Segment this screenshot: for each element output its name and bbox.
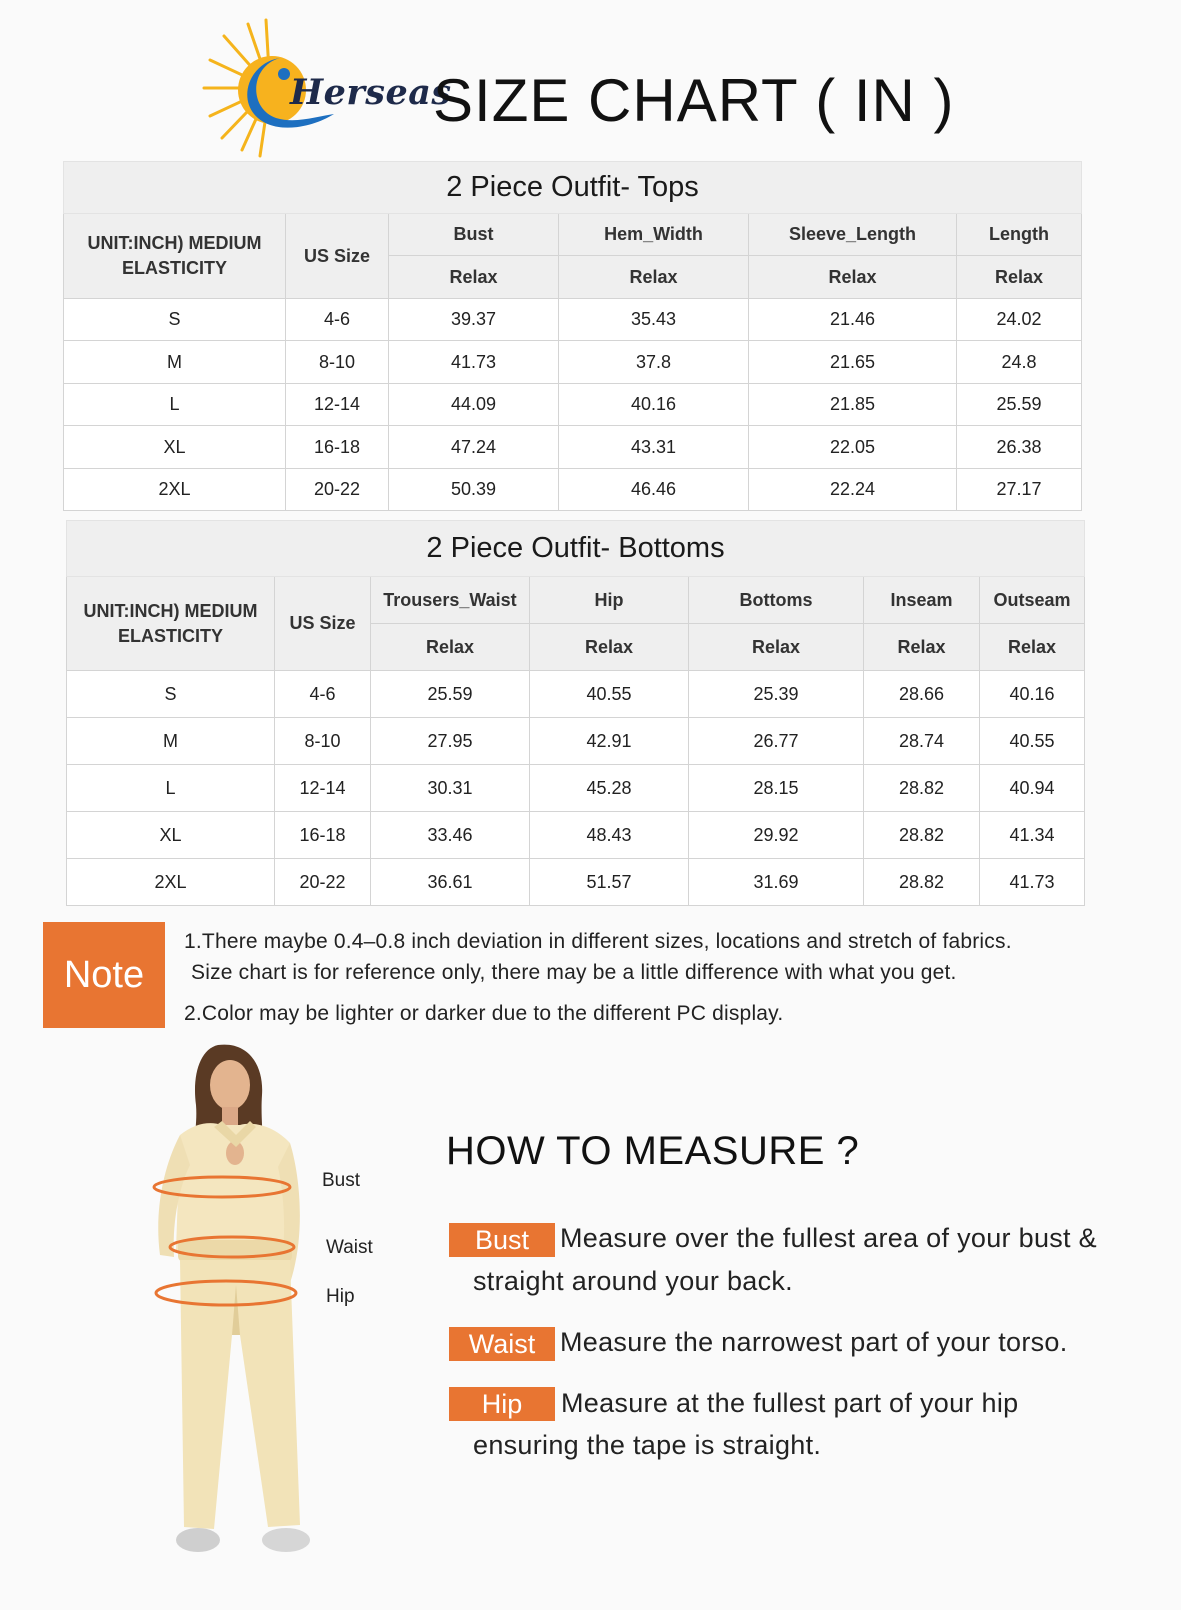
value-cell: 24.8 xyxy=(957,341,1082,384)
value-cell: 44.09 xyxy=(389,384,559,426)
us-size-cell: 16-18 xyxy=(286,426,389,469)
value-cell: 40.16 xyxy=(559,384,749,426)
value-cell: 21.46 xyxy=(749,299,957,341)
note-line-1: 1.There maybe 0.4–0.8 inch deviation in different sizes, locations and stretch of fabrics. xyxy=(184,930,1012,953)
table-row xyxy=(67,671,1085,718)
value-cell: 28.66 xyxy=(864,671,980,718)
size-cell: L xyxy=(67,765,275,812)
value-cell: 25.59 xyxy=(371,671,530,718)
size-cell: XL xyxy=(64,426,286,469)
value-cell: 41.34 xyxy=(980,812,1085,859)
waist-tag: Waist xyxy=(449,1327,555,1361)
inseam-header: Inseam xyxy=(864,577,980,624)
value-cell: 30.31 xyxy=(371,765,530,812)
note-line-1-cont: Size chart is for reference only, there may be a little difference with what you get. xyxy=(191,961,957,984)
figure-label-bust: Bust xyxy=(322,1170,361,1191)
unit-header: UNIT:INCH) MEDIUM ELASTICITY xyxy=(67,577,275,671)
size-cell: M xyxy=(67,718,275,765)
value-cell: 26.38 xyxy=(957,426,1082,469)
tops-table-caption: 2 Piece Outfit- Tops xyxy=(64,162,1082,214)
value-cell: 26.77 xyxy=(689,718,864,765)
outseam-header: Outseam xyxy=(980,577,1085,624)
value-cell: 43.31 xyxy=(559,426,749,469)
value-cell: 22.24 xyxy=(749,469,957,511)
fit-header: Relax xyxy=(980,624,1085,671)
value-cell: 42.91 xyxy=(530,718,689,765)
fit-header: Relax xyxy=(689,624,864,671)
hem-width-header: Hem_Width xyxy=(559,214,749,256)
value-cell: 46.46 xyxy=(559,469,749,511)
table-row xyxy=(67,859,1085,906)
value-cell: 28.82 xyxy=(864,765,980,812)
value-cell: 51.57 xyxy=(530,859,689,906)
hip-tag: Hip xyxy=(449,1387,555,1421)
unit-header: UNIT:INCH) MEDIUM ELASTICITY xyxy=(64,214,286,299)
value-cell: 40.94 xyxy=(980,765,1085,812)
length-header: Length xyxy=(957,214,1082,256)
bust-description-cont: straight around your back. xyxy=(473,1266,793,1296)
table-row xyxy=(67,812,1085,859)
tops-size-table xyxy=(63,161,1082,511)
model-figure xyxy=(140,1035,340,1565)
value-cell: 47.24 xyxy=(389,426,559,469)
value-cell: 41.73 xyxy=(389,341,559,384)
value-cell: 41.73 xyxy=(980,859,1085,906)
size-cell: 2XL xyxy=(67,859,275,906)
value-cell: 21.65 xyxy=(749,341,957,384)
value-cell: 28.82 xyxy=(864,812,980,859)
hip-header: Hip xyxy=(530,577,689,624)
page-title: SIZE CHART ( IN ) xyxy=(433,67,955,134)
fit-header: Relax xyxy=(371,624,530,671)
us-size-cell: 8-10 xyxy=(286,341,389,384)
note-badge: Note xyxy=(43,922,165,1028)
size-cell: XL xyxy=(67,812,275,859)
us-size-cell: 8-10 xyxy=(275,718,371,765)
fit-header: Relax xyxy=(749,256,957,299)
table-row xyxy=(67,765,1085,812)
value-cell: 40.55 xyxy=(530,671,689,718)
value-cell: 27.95 xyxy=(371,718,530,765)
size-cell: 2XL xyxy=(64,469,286,511)
value-cell: 25.59 xyxy=(957,384,1082,426)
size-cell: S xyxy=(67,671,275,718)
us-size-header: US Size xyxy=(275,577,371,671)
us-size-cell: 12-14 xyxy=(286,384,389,426)
table-row xyxy=(64,341,1082,384)
table-row xyxy=(64,469,1082,511)
value-cell: 45.28 xyxy=(530,765,689,812)
value-cell: 24.02 xyxy=(957,299,1082,341)
bottoms-header: Bottoms xyxy=(689,577,864,624)
bottoms-size-table xyxy=(66,520,1085,906)
note-line-2: 2.Color may be lighter or darker due to the different PC display. xyxy=(184,1002,784,1025)
sleeve-length-header: Sleeve_Length xyxy=(749,214,957,256)
brand-name: Herseas xyxy=(290,72,452,113)
value-cell: 39.37 xyxy=(389,299,559,341)
bust-header: Bust xyxy=(389,214,559,256)
value-cell: 40.55 xyxy=(980,718,1085,765)
table-row xyxy=(64,426,1082,469)
us-size-header: US Size xyxy=(286,214,389,299)
table-row xyxy=(67,718,1085,765)
fit-header: Relax xyxy=(530,624,689,671)
bust-tag: Bust xyxy=(449,1223,555,1257)
hip-description-cont: ensuring the tape is straight. xyxy=(473,1430,822,1460)
trousers-waist-header: Trousers_Waist xyxy=(371,577,530,624)
table-row xyxy=(64,299,1082,341)
value-cell: 35.43 xyxy=(559,299,749,341)
size-cell: M xyxy=(64,341,286,384)
size-cell: L xyxy=(64,384,286,426)
figure-label-hip: Hip xyxy=(326,1286,355,1307)
value-cell: 48.43 xyxy=(530,812,689,859)
size-cell: S xyxy=(64,299,286,341)
us-size-cell: 20-22 xyxy=(275,859,371,906)
us-size-cell: 12-14 xyxy=(275,765,371,812)
bottoms-table-caption: 2 Piece Outfit- Bottoms xyxy=(67,521,1085,577)
value-cell: 40.16 xyxy=(980,671,1085,718)
us-size-cell: 4-6 xyxy=(275,671,371,718)
figure-label-waist: Waist xyxy=(326,1237,373,1258)
fit-header: Relax xyxy=(389,256,559,299)
value-cell: 21.85 xyxy=(749,384,957,426)
value-cell: 33.46 xyxy=(371,812,530,859)
fit-header: Relax xyxy=(864,624,980,671)
value-cell: 50.39 xyxy=(389,469,559,511)
us-size-cell: 20-22 xyxy=(286,469,389,511)
us-size-cell: 16-18 xyxy=(275,812,371,859)
value-cell: 25.39 xyxy=(689,671,864,718)
table-row xyxy=(64,384,1082,426)
value-cell: 28.74 xyxy=(864,718,980,765)
waist-description: Measure the narrowest part of your torso. xyxy=(560,1327,1068,1357)
value-cell: 22.05 xyxy=(749,426,957,469)
bust-description: Measure over the fullest area of your bust & xyxy=(560,1223,1097,1253)
value-cell: 37.8 xyxy=(559,341,749,384)
value-cell: 28.82 xyxy=(864,859,980,906)
value-cell: 29.92 xyxy=(689,812,864,859)
us-size-cell: 4-6 xyxy=(286,299,389,341)
fit-header: Relax xyxy=(559,256,749,299)
value-cell: 36.61 xyxy=(371,859,530,906)
how-to-measure-title: HOW TO MEASURE ? xyxy=(446,1129,860,1173)
value-cell: 31.69 xyxy=(689,859,864,906)
hip-description: Measure at the fullest part of your hip xyxy=(561,1388,1019,1418)
value-cell: 28.15 xyxy=(689,765,864,812)
value-cell: 27.17 xyxy=(957,469,1082,511)
fit-header: Relax xyxy=(957,256,1082,299)
